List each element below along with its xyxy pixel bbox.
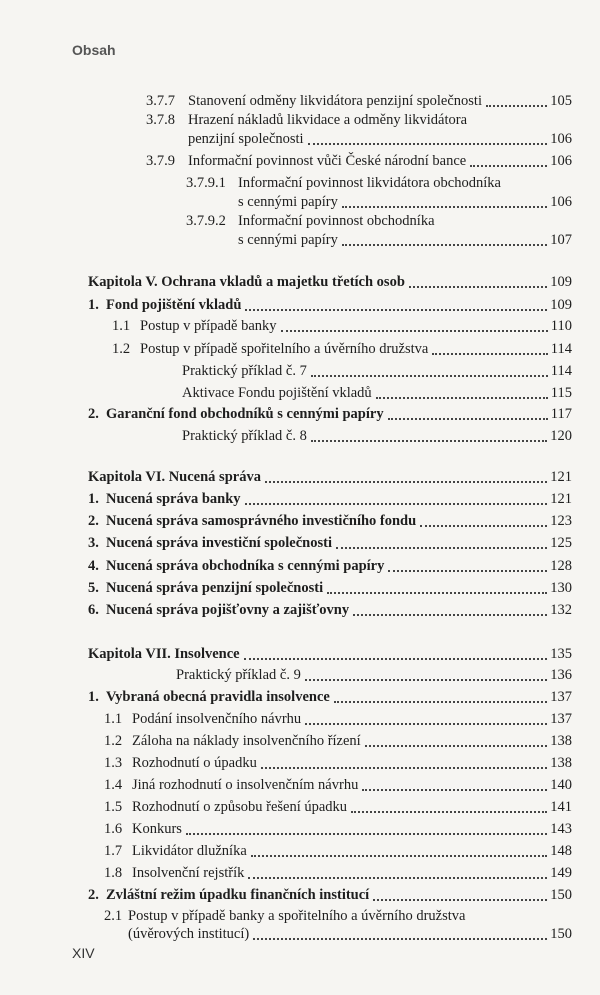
toc-entry[interactable] bbox=[104, 842, 572, 860]
toc-leader bbox=[470, 165, 547, 167]
running-header: Obsah bbox=[72, 42, 116, 58]
toc-title: Kapitola V. Ochrana vkladů a majetku třetích osob bbox=[88, 274, 405, 290]
toc-title: Stanovení odměny likvidátora penzijní společnosti bbox=[188, 93, 482, 109]
toc-entry[interactable] bbox=[88, 512, 572, 530]
toc-leader bbox=[486, 105, 547, 107]
toc-page: 106 bbox=[550, 153, 572, 169]
toc-title: Nucená správa penzijní společnosti bbox=[106, 580, 324, 596]
toc-number: 1.2 bbox=[112, 341, 131, 357]
toc-leader bbox=[305, 723, 547, 725]
toc-leader bbox=[305, 679, 547, 681]
toc-entry[interactable] bbox=[146, 92, 572, 110]
toc-title: Postup v případě banky a spořitelního a úvěrního družstva bbox=[128, 908, 466, 924]
toc-page: 105 bbox=[550, 93, 572, 109]
toc-page: 136 bbox=[550, 667, 572, 683]
toc-entry[interactable] bbox=[104, 820, 572, 838]
toc-leader bbox=[248, 877, 547, 879]
toc-entry-line1[interactable] bbox=[186, 212, 435, 230]
toc-leader bbox=[265, 481, 547, 483]
toc-number: 2.1 bbox=[104, 908, 123, 924]
toc-number: 2. bbox=[88, 406, 99, 422]
toc-chapter[interactable] bbox=[88, 645, 572, 663]
toc-leader bbox=[432, 353, 547, 355]
toc-title: Vybraná obecná pravidla insolvence bbox=[106, 689, 330, 705]
toc-leader bbox=[420, 525, 547, 527]
toc-number: 3. bbox=[88, 535, 99, 551]
toc-number: 1.8 bbox=[104, 865, 123, 881]
toc-title: Praktický příklad č. 8 bbox=[182, 428, 307, 444]
toc-number: 3.7.9.2 bbox=[186, 213, 226, 229]
toc-page: 130 bbox=[550, 580, 572, 596]
toc-leader bbox=[376, 397, 548, 399]
toc-title: Kapitola VII. Insolvence bbox=[88, 646, 240, 662]
toc-number: 1.1 bbox=[104, 711, 123, 727]
toc-title: Informační povinnost obchodníka bbox=[238, 213, 435, 229]
toc-number: 1.2 bbox=[104, 733, 123, 749]
toc-leader bbox=[365, 745, 548, 747]
toc-leader bbox=[373, 899, 547, 901]
toc-entry[interactable] bbox=[104, 798, 572, 816]
toc-entry-line1[interactable] bbox=[186, 174, 501, 192]
toc-title: Garanční fond obchodníků s cennými papíry bbox=[106, 406, 384, 422]
toc-page: 107 bbox=[550, 232, 572, 248]
toc-entry[interactable] bbox=[176, 666, 572, 684]
toc-title: Postup v případě banky bbox=[140, 318, 277, 334]
toc-page: 117 bbox=[550, 406, 572, 422]
toc-title-cont: s cennými papíry bbox=[238, 194, 338, 210]
toc-title: Nucená správa samosprávného investičního fondu bbox=[106, 513, 417, 529]
toc-number: 1.1 bbox=[112, 318, 131, 334]
toc-title: Podání insolvenčního návrhu bbox=[132, 711, 302, 727]
toc-leader bbox=[351, 811, 547, 813]
toc-entry[interactable] bbox=[104, 776, 572, 794]
toc-title-cont: (úvěrových institucí) bbox=[128, 926, 250, 942]
toc-entry[interactable] bbox=[112, 340, 572, 358]
toc-title: Likvidátor dlužníka bbox=[132, 843, 247, 859]
toc-title: Insolvenční rejstřík bbox=[132, 865, 245, 881]
toc-page: 150 bbox=[550, 926, 572, 942]
toc-title-cont: s cennými papíry bbox=[238, 232, 338, 248]
toc-entry[interactable] bbox=[182, 427, 572, 445]
toc-leader bbox=[251, 855, 547, 857]
toc-leader bbox=[342, 244, 547, 246]
toc-leader bbox=[388, 418, 548, 420]
toc-entry-line1[interactable] bbox=[146, 111, 467, 129]
toc-entry[interactable] bbox=[104, 710, 572, 728]
toc-page: 109 bbox=[550, 274, 572, 290]
toc-number: 2. bbox=[88, 513, 99, 529]
toc-title: Informační povinnost likvidátora obchodníka bbox=[238, 175, 501, 191]
toc-page: 132 bbox=[550, 602, 572, 618]
toc-leader bbox=[186, 833, 547, 835]
toc-title: Záloha na náklady insolvenčního řízení bbox=[132, 733, 361, 749]
toc-number: 3.7.9.1 bbox=[186, 175, 226, 191]
toc-entry[interactable] bbox=[88, 886, 572, 904]
toc-title: Konkurs bbox=[132, 821, 182, 837]
toc-page: 114 bbox=[550, 341, 572, 357]
toc-leader bbox=[327, 592, 547, 594]
toc-leader bbox=[308, 143, 548, 145]
toc-page: 106 bbox=[550, 194, 572, 210]
toc-page: 121 bbox=[550, 469, 572, 485]
toc-page: 135 bbox=[550, 646, 572, 662]
toc-entry[interactable] bbox=[88, 405, 572, 423]
toc-page: 106 bbox=[550, 131, 572, 147]
toc-entry[interactable] bbox=[88, 534, 572, 552]
toc-number: 1. bbox=[88, 297, 99, 313]
toc-entry[interactable] bbox=[104, 732, 572, 750]
toc-page: 137 bbox=[550, 711, 572, 727]
toc-entry[interactable] bbox=[88, 296, 572, 314]
toc-leader bbox=[245, 503, 548, 505]
toc-entry[interactable] bbox=[88, 579, 572, 597]
toc-entry[interactable] bbox=[188, 130, 572, 148]
toc-leader bbox=[362, 789, 547, 791]
toc-title-cont: penzijní společnosti bbox=[188, 131, 304, 147]
toc-title: Hrazení nákladů likvidace a odměny likvidátora bbox=[188, 112, 468, 128]
toc-entry[interactable] bbox=[88, 688, 572, 706]
toc-title: Postup v případě spořitelního a úvěrního družstva bbox=[140, 341, 429, 357]
toc-entry[interactable] bbox=[104, 864, 572, 882]
toc-title: Zvláštní režim úpadku finančních institucí bbox=[106, 887, 370, 903]
toc-number: 1.6 bbox=[104, 821, 123, 837]
toc-number: 2. bbox=[88, 887, 99, 903]
toc-title: Praktický příklad č. 9 bbox=[176, 667, 301, 683]
toc-title: Nucená správa banky bbox=[106, 491, 241, 507]
toc-title: Informační povinnost vůči České národní bance bbox=[188, 153, 467, 169]
toc-entry[interactable] bbox=[112, 317, 572, 335]
toc-page: 114 bbox=[550, 363, 572, 379]
toc-number: 1.4 bbox=[104, 777, 123, 793]
toc-entry[interactable] bbox=[104, 754, 572, 772]
toc-page: 123 bbox=[550, 513, 572, 529]
toc-number: 1.7 bbox=[104, 843, 123, 859]
toc-title: Nucená správa pojišťovny a zajišťovny bbox=[106, 602, 350, 618]
toc-page: 143 bbox=[550, 821, 572, 837]
toc-page: 109 bbox=[550, 297, 572, 313]
toc-page: 120 bbox=[550, 428, 572, 444]
toc-entry-line1[interactable] bbox=[104, 907, 465, 925]
toc-leader bbox=[336, 547, 547, 549]
toc-entry[interactable] bbox=[88, 490, 572, 508]
toc-number: 3.7.7 bbox=[146, 93, 175, 109]
toc-title: Aktivace Fondu pojištění vkladů bbox=[182, 385, 372, 401]
toc-entry[interactable] bbox=[238, 231, 572, 249]
toc-entry[interactable] bbox=[88, 557, 572, 575]
toc-leader bbox=[281, 330, 548, 332]
toc-page: 149 bbox=[550, 865, 572, 881]
toc-page: 138 bbox=[550, 755, 572, 771]
toc-entry[interactable] bbox=[88, 601, 572, 619]
toc-page: 125 bbox=[550, 535, 572, 551]
toc-leader bbox=[311, 440, 547, 442]
toc-entry[interactable] bbox=[182, 362, 572, 380]
toc-title: Rozhodnutí o úpadku bbox=[132, 755, 257, 771]
toc-page: 141 bbox=[550, 799, 572, 815]
toc-leader bbox=[353, 614, 547, 616]
toc-leader bbox=[245, 309, 547, 311]
toc-page: 150 bbox=[550, 887, 572, 903]
toc-title: Nucená správa investiční společnosti bbox=[106, 535, 332, 551]
toc-leader bbox=[388, 570, 547, 572]
toc-chapter[interactable] bbox=[88, 468, 572, 486]
toc-number: 1. bbox=[88, 491, 99, 507]
toc-leader bbox=[261, 767, 547, 769]
toc-leader bbox=[342, 206, 547, 208]
toc-title: Praktický příklad č. 7 bbox=[182, 363, 307, 379]
toc-title: Jiná rozhodnutí o insolvenčním návrhu bbox=[132, 777, 359, 793]
toc-title: Fond pojištění vkladů bbox=[106, 297, 242, 313]
toc-number: 3.7.8 bbox=[146, 112, 175, 128]
toc-leader bbox=[311, 375, 548, 377]
toc-number: 5. bbox=[88, 580, 99, 596]
toc-entry[interactable] bbox=[238, 193, 572, 211]
toc-leader bbox=[409, 286, 547, 288]
toc-page: 110 bbox=[550, 318, 572, 334]
toc-title: Nucená správa obchodníka s cennými papíry bbox=[106, 558, 385, 574]
toc-chapter[interactable] bbox=[88, 273, 572, 291]
toc-number: 6. bbox=[88, 602, 99, 618]
toc-number: 1.3 bbox=[104, 755, 123, 771]
toc-leader bbox=[253, 938, 547, 940]
toc-leader bbox=[244, 658, 548, 660]
toc-page: 115 bbox=[550, 385, 572, 401]
toc-entry[interactable] bbox=[182, 384, 572, 402]
toc-page: 148 bbox=[550, 843, 572, 859]
toc-page: 121 bbox=[550, 491, 572, 507]
toc-leader bbox=[334, 701, 547, 703]
toc-number: 4. bbox=[88, 558, 99, 574]
page-number: XIV bbox=[72, 945, 95, 961]
toc-title: Rozhodnutí o způsobu řešení úpadku bbox=[132, 799, 348, 815]
toc-page: 137 bbox=[550, 689, 572, 705]
toc-number: 1. bbox=[88, 689, 99, 705]
toc-number: 1.5 bbox=[104, 799, 123, 815]
toc-page: 140 bbox=[550, 777, 572, 793]
toc-entry[interactable] bbox=[128, 925, 572, 943]
toc-page: 128 bbox=[550, 558, 572, 574]
toc-entry[interactable] bbox=[146, 152, 572, 170]
toc-title: Kapitola VI. Nucená správa bbox=[88, 469, 261, 485]
toc-page: 138 bbox=[550, 733, 572, 749]
toc-number: 3.7.9 bbox=[146, 153, 175, 169]
